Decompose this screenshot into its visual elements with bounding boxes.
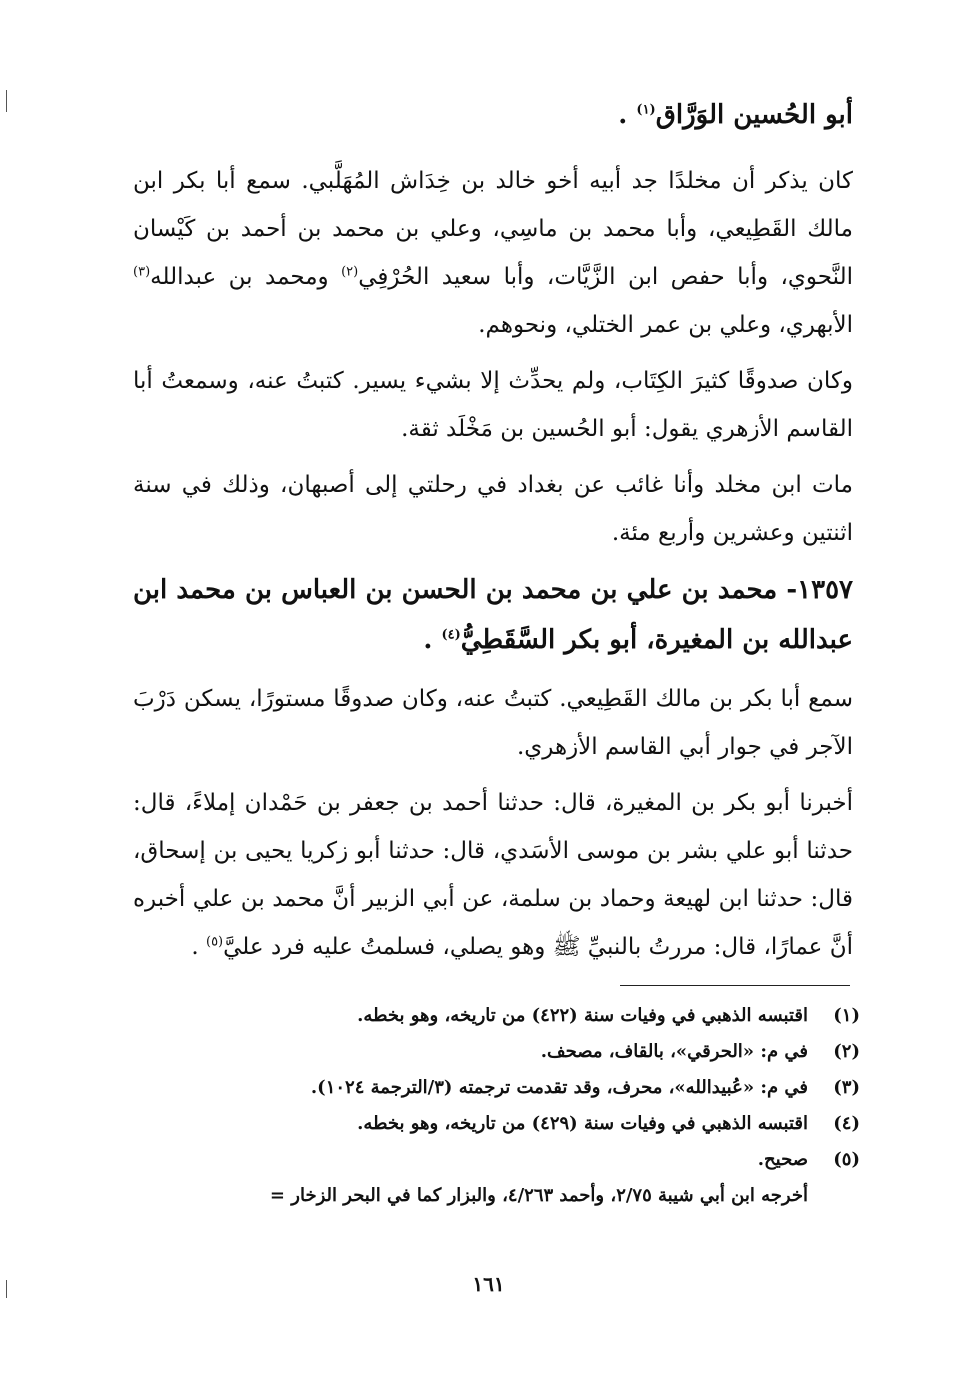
footnote-text: اقتبسه الذهبي في وفيات سنة (٤٢٢) من تاريخه، وهو بخطه. xyxy=(357,1005,808,1026)
footnote-continuation: أخرجه ابن أبي شيبة ٢/٧٥، وأحمد ٤/٢٦٣، والبزار كما في البحر الزخار = xyxy=(269,1185,808,1206)
entry-title: ١٣٥٧- محمد بن علي بن محمد بن الحسن بن العباس بن محمد ابن عبدالله بن المغيرة، أبو بكر السَّقَطِيُّ xyxy=(133,575,853,655)
biography-entry-heading xyxy=(133,565,853,665)
footnote-item xyxy=(120,1034,860,1070)
footnote-item xyxy=(120,998,860,1034)
footnote-separator xyxy=(620,985,850,986)
paragraph xyxy=(133,675,853,771)
footnote-ref: (٣) xyxy=(133,264,151,280)
scan-edge-mark xyxy=(6,90,7,112)
footnote-item xyxy=(120,1070,860,1106)
paragraph xyxy=(133,357,853,453)
paragraph-text: سمع أبا بكر بن مالك القَطِيعي. كتبتُ عنه، وكان صدوقًا مستورًا، يسكن دَرْبَ الآجر في جوار أبي القاسم الأزهري. xyxy=(133,686,853,760)
footnote-text: صحيح. xyxy=(757,1149,808,1170)
paragraph-text: الأبهري، وعلي بن عمر الختلي، ونحوهم. xyxy=(478,312,853,338)
entry-tail: . xyxy=(423,625,442,655)
footnotes xyxy=(120,998,860,1214)
footnote-list xyxy=(120,998,860,1178)
footnote-item xyxy=(120,1106,860,1142)
footnote-number: (٥) xyxy=(833,1149,860,1170)
page-number: ١٦١ xyxy=(472,1272,505,1296)
footnote-item xyxy=(120,1142,860,1178)
footnote-number: (١) xyxy=(833,1005,860,1026)
heading-text: أبو الحُسين الوَرَّاق xyxy=(655,100,853,130)
paragraph xyxy=(133,157,853,349)
paragraph-text: مات ابن مخلد وأنا غائب عن بغداد في رحلتي إلى أصبهان، وذلك في سنة اثنتين وعشرين وأربع مئة. xyxy=(133,472,853,546)
paragraph-text: وكان صدوقًا كثيرَ الكِتَاب، ولم يحدِّث إلا بشيء يسير. كتبتُ عنه، وسمعتُ أبا القاسم الأزهري يقول: أبو الحُسين بن مَخْلَد ثقة. xyxy=(133,368,853,442)
paragraph-text: . xyxy=(191,934,206,960)
section-heading xyxy=(133,95,853,135)
paragraph-text: أخبرنا أبو بكر بن المغيرة، قال: حدثنا أحمد بن جعفر بن حَمْدان إملاءً، قال: حدثنا أبو علي بشر بن موسى الأسَدي، قال: حدثنا أبو زكريا يحيى بن إسحاق، قال: حدثنا ابن لهيعة وحماد بن سلمة، عن أبي الزبير أنَّ محمد بن علي أخبره أنَّ عمارًا، قال: مررتُ بالنبيِّ ﷺ وهو يصلي، فسلمتُ عليه فرد عليَّ xyxy=(133,790,853,960)
footnote-number: (٣) xyxy=(833,1077,860,1098)
heading-tail: . xyxy=(618,100,637,130)
footnote-number: (٢) xyxy=(833,1041,860,1062)
footnote-ref: (٤) xyxy=(441,627,461,643)
footnote-text: في م: «عُبيدالله»، محرف، وقد تقدمت ترجمته (٣/الترجمة ١٠٢٤). xyxy=(310,1077,808,1098)
footnote-text: في م: «الحرقي»، بالقاف، مصحف. xyxy=(540,1041,808,1062)
paragraph-text: ومحمد بن عبدالله xyxy=(150,264,342,290)
footnote-ref: (٢) xyxy=(341,264,359,280)
paragraph-group xyxy=(133,157,853,557)
footnote-ref: (١) xyxy=(636,102,656,118)
paragraph-text: كان يذكر أن مخلدًا جد أبيه أخو خالد بن خِدَاش المُهَلَّبي. سمع أبا بكر ابن مالك القَطِيعي، وأبا محمد بن ماسِي، وعلي بن محمد بن أحمد بن كَيْسان النَّحوي، وأبا حفص ابن الزَّيَّات، وأبا سعيد الحُرْفِي xyxy=(133,168,853,290)
paragraph xyxy=(133,779,853,971)
footnote-number: (٤) xyxy=(833,1113,860,1134)
footnote-ref: (٥) xyxy=(205,934,224,950)
footnote-text: اقتبسه الذهبي في وفيات سنة (٤٢٩) من تاريخه، وهو بخطه. xyxy=(357,1113,808,1134)
paragraph-group xyxy=(133,675,853,971)
main-text xyxy=(133,95,853,979)
paragraph xyxy=(133,461,853,557)
